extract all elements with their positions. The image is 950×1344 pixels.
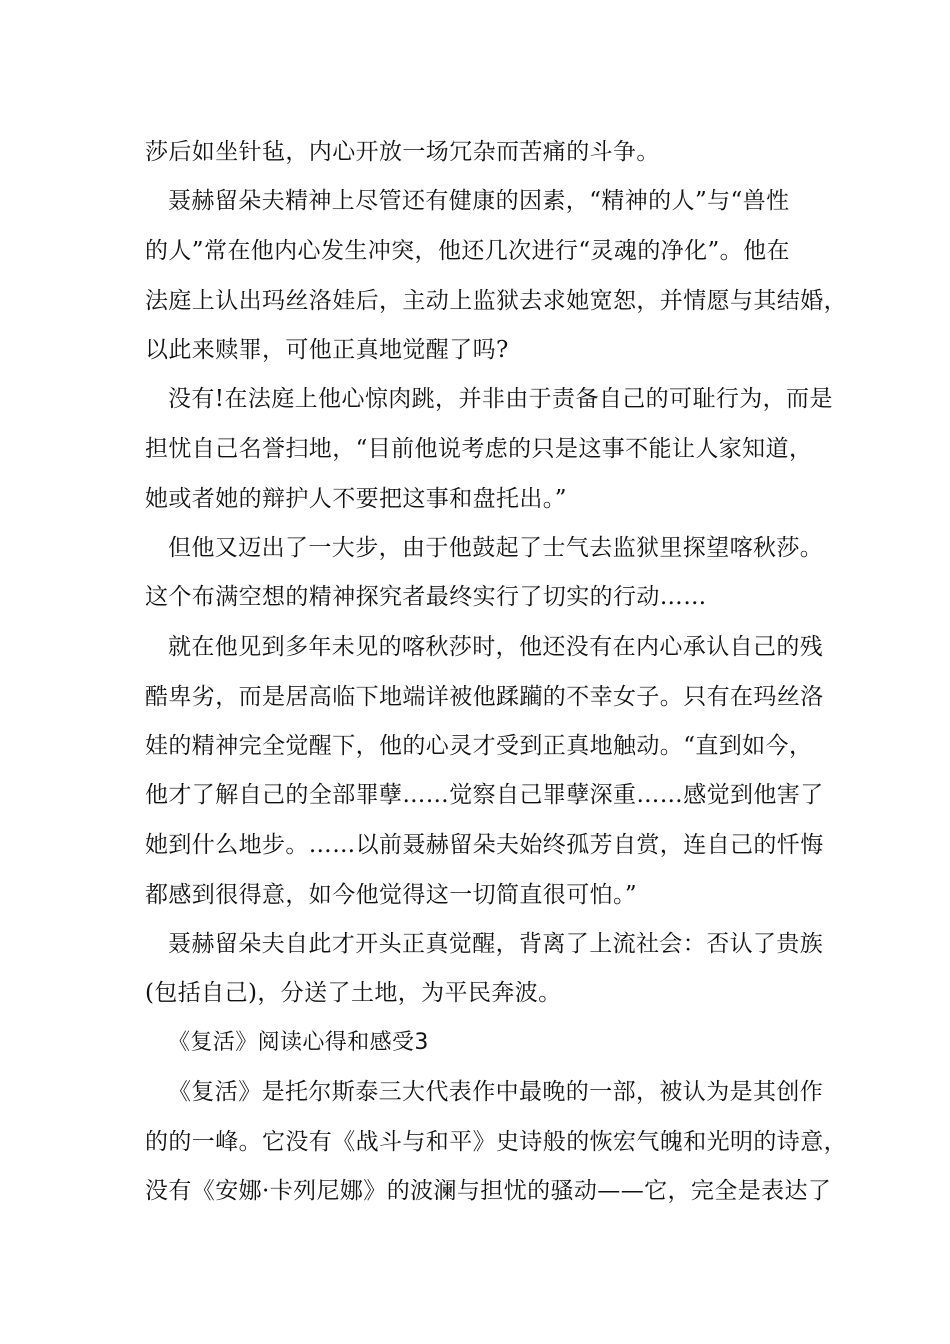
text-line: 没有!在法庭上他心惊肉跳，并非由于责备自己的可耻行为，而是	[168, 386, 833, 412]
text-line: 聂赫留朵夫自此才开头正真觉醒，背离了上流社会：否认了贵族	[168, 931, 824, 957]
text-line: 但他又迈出了一大步，由于他鼓起了士气去监狱里探望喀秋莎。	[168, 535, 824, 561]
text-line: 的人”常在他内心发生冲突，他还几次进行“灵魂的净化”。他在	[145, 238, 790, 264]
text-line: 都感到很得意，如今他觉得这一切简直很可怕。”	[145, 882, 638, 908]
text-line: 娃的精神完全觉醒下，他的心灵才受到正真地触动。“直到如今，	[145, 733, 813, 759]
text-line: 聂赫留朵夫精神上尽管还有健康的因素，“精神的人”与“兽性	[168, 188, 790, 214]
text-line: 她到什么地步。……以前聂赫留朵夫始终孤芳自赏，连自己的忏悔	[145, 832, 824, 858]
text-line: 担忧自己名誉扫地，“目前他说考虑的只是这事不能让人家知道，	[145, 436, 813, 462]
text-line: (包括自己)，分送了土地，为平民奔波。	[145, 980, 562, 1006]
text-line: 这个布满空想的精神探究者最终实行了切实的行动……	[145, 584, 707, 610]
section-heading: 《复活》阅读心得和感受3	[168, 1030, 429, 1055]
text-line: 法庭上认出玛丝洛娃后，主动上监狱去求她宽恕，并情愿与其结婚，	[145, 288, 847, 314]
text-line: 他才了解自己的全部罪孽……觉察自己罪孽深重……感觉到他害了	[145, 782, 824, 808]
text-line: 以此来赎罪，可他正真地觉醒了吗?	[145, 337, 509, 363]
text-line: 她或者她的辩护人不要把这事和盘托出。”	[145, 486, 567, 512]
text-line: 的的一峰。它没有《战斗与和平》史诗般的恢宏气魄和光明的诗意，	[145, 1129, 847, 1155]
text-line: 莎后如坐针毡，内心开放一场冗杂而苦痛的斗争。	[145, 139, 660, 165]
text-line: 就在他见到多年未见的喀秋莎时，他还没有在内心承认自己的残	[168, 634, 824, 660]
text-line: 没有《安娜·卡列尼娜》的波澜与担忧的骚动——它，完全是表达了	[145, 1178, 832, 1204]
text-line: 酷卑劣，而是居高临下地端详被他蹂躏的不幸女子。只有在玛丝洛	[145, 684, 824, 710]
text-line: 《复活》是托尔斯泰三大代表作中最晚的一部，被认为是其创作	[168, 1079, 824, 1105]
